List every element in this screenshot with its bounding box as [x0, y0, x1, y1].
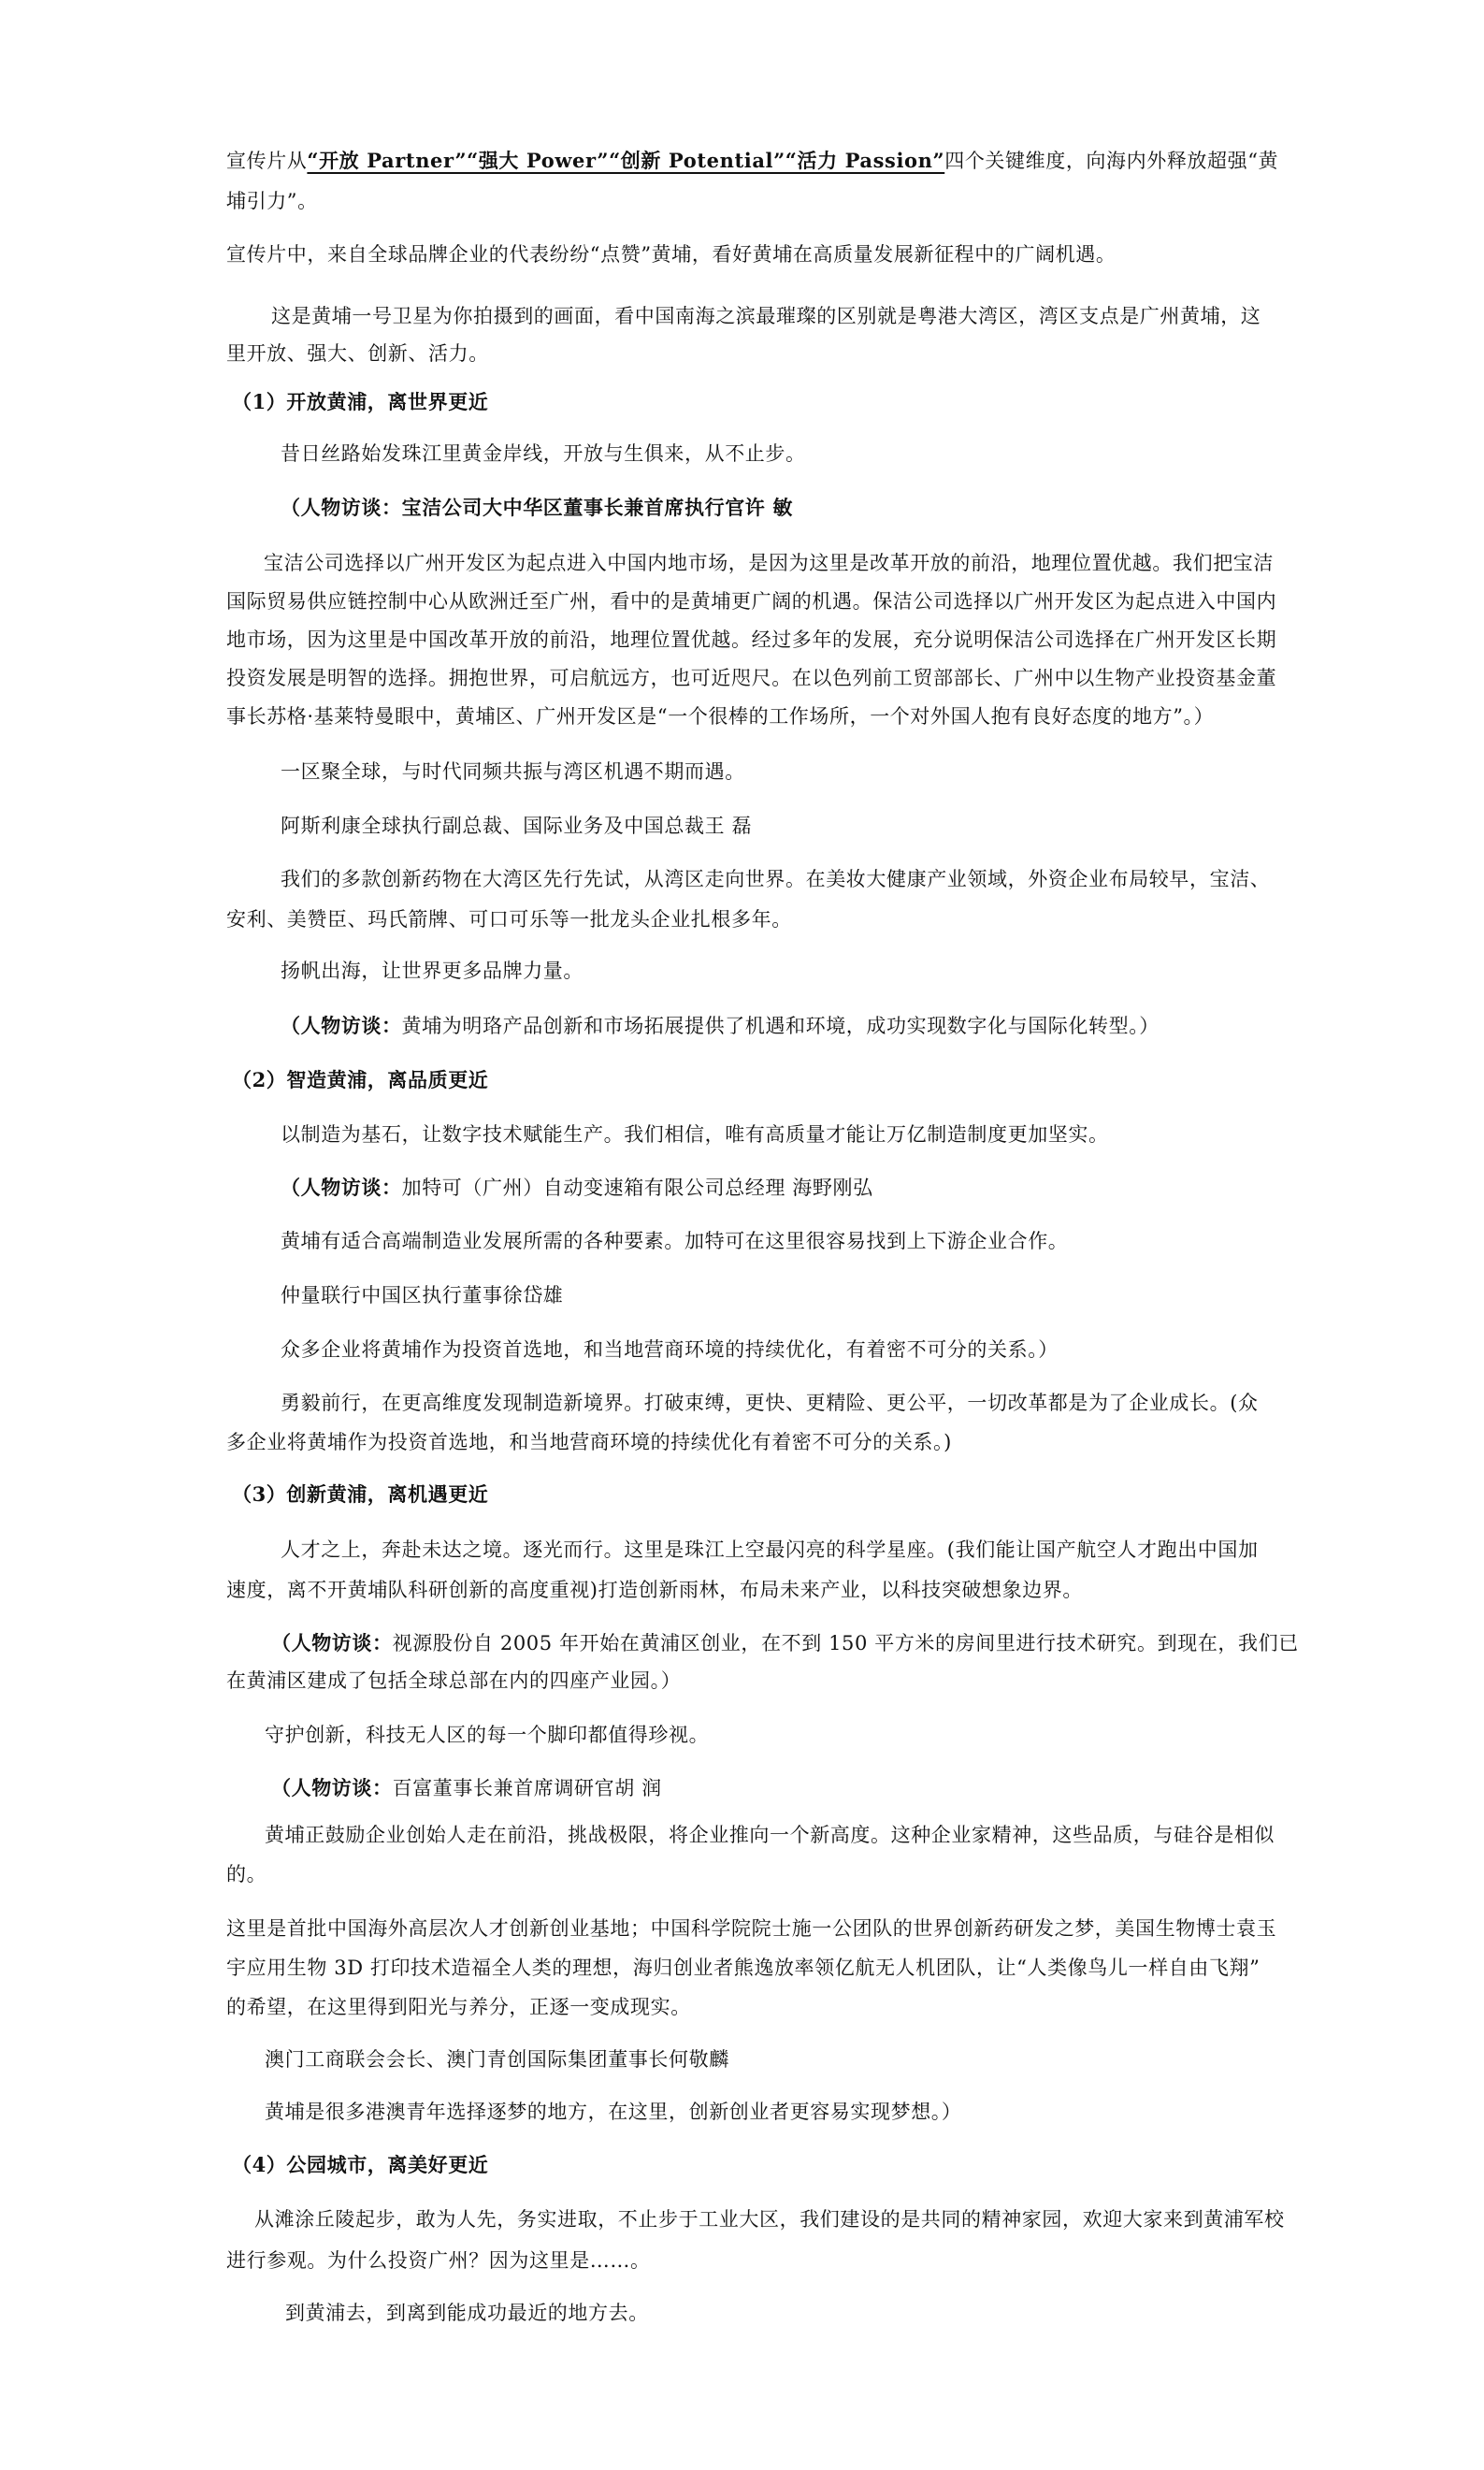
section-3-interview-1-line-2: 在黄浦区建成了包括全球总部在内的四座产业园。）	[226, 1669, 682, 1692]
section-1-paragraph-5-line-2: 安利、美赞臣、玛氏箭牌、可口可乐等一批龙头企业扎根多年。	[226, 908, 792, 931]
section-3-paragraph-4-line-3: 的希望，在这里得到阳光与养分，正逐一变成现实。	[226, 1996, 691, 2018]
section-1-paragraph-2-line-5: 事长苏格·基莱特曼眼中，黄埔区、广州开发区是“一个很棒的工作场所，一个对外国人抱有良好态度的地方”。）	[226, 705, 1215, 728]
section-3-interview-2	[271, 1775, 662, 1801]
section-1-paragraph-6: 扬帆出海，让世界更多品牌力量。	[281, 960, 584, 982]
section-1-paragraph-5-line-1: 我们的多款创新药物在大湾区先行先试，从湾区走向世界。在美妆大健康产业领域，外资企业布局较早，宝洁、	[281, 868, 1271, 890]
section-3-paragraph-1-line-1: 人才之上，奔赴未达之境。逐光而行。这里是珠江上空最闪亮的科学星座。(我们能让国产航空人才跑出中国加	[281, 1538, 1259, 1561]
section-2-paragraph-4: 众多企业将黄埔作为投资首选地，和当地营商环境的持续优化，有着密不可分的关系。）	[281, 1338, 1059, 1361]
interview-label: （人物访谈：	[281, 496, 402, 519]
section-1-paragraph-2-line-1: 宝洁公司选择以广州开发区为起点进入中国内地市场，是因为这里是改革开放的前沿，地理位置优越。我们把宝洁	[264, 552, 1274, 574]
intro-paragraph-line-1	[226, 148, 1278, 174]
section-4-paragraph-1-line-2: 进行参观。为什么投资广州？因为这里是……。	[226, 2249, 651, 2272]
section-4-heading: （4）公园城市，离美好更近	[232, 2153, 489, 2176]
interview-text: 百富董事长兼首席调研官胡 润	[392, 1777, 662, 1799]
interview-text: 加特可（广州）自动变速箱有限公司总经理 海野刚弘	[401, 1177, 873, 1199]
section-2-interview-1	[281, 1175, 873, 1201]
intro-paragraph-line-2: 埔引力”。	[226, 190, 318, 212]
section-2-paragraph-2: 黄埔有适合高端制造业发展所需的各种要素。加特可在这里很容易找到上下游企业合作。	[281, 1230, 1069, 1252]
section-3-paragraph-2: 守护创新，科技无人区的每一个脚印都值得珍视。	[265, 1724, 710, 1746]
section-2-paragraph-1: 以制造为基石，让数字技术赋能生产。我们相信，唯有高质量才能让万亿制造制度更加坚实。	[281, 1123, 1109, 1146]
section-3-paragraph-1-line-2: 速度，离不开黄埔队科研创新的高度重视)打造创新雨林，布局未来产业，以科技突破想象边界。	[226, 1579, 1083, 1601]
praise-paragraph: 宣传片中，来自全球品牌企业的代表纷纷“点赞”黄埔，看好黄埔在高质量发展新征程中的广阔机遇。	[226, 243, 1117, 266]
satellite-paragraph-line-2: 里开放、强大、创新、活力。	[226, 342, 489, 365]
section-3-heading: （3）创新黄浦，离机遇更近	[232, 1482, 489, 1506]
section-2-paragraph-3: 仲量联行中国区执行董事徐岱雄	[281, 1284, 564, 1307]
four-dimensions-underlined: “开放 Partner”“强大 Power”“创新 Potential”“活力 Passion”	[307, 149, 945, 172]
interview-label: （人物访谈：	[281, 1176, 402, 1199]
section-1-paragraph-3: 一区聚全球，与时代同频共振与湾区机遇不期而遇。	[281, 760, 745, 783]
satellite-paragraph-line-1: 这是黄埔一号卫星为你拍摄到的画面，看中国南海之滨最璀璨的区别就是粤港大湾区，湾区支点是广州黄埔，这	[271, 305, 1261, 327]
section-2-paragraph-5-line-1: 勇毅前行，在更高维度发现制造新境界。打破束缚，更快、更精险、更公平，一切改革都是为了企业成长。(众	[281, 1392, 1259, 1414]
section-1-interview-1	[281, 495, 793, 521]
section-3-paragraph-5: 澳门工商联会会长、澳门青创国际集团董事长何敬麟	[265, 2048, 729, 2071]
section-1-interview-2	[281, 1013, 1160, 1039]
interview-label: （人物访谈：	[271, 1776, 393, 1799]
interview-label: （人物访谈：	[281, 1014, 402, 1037]
section-2-heading: （2）智造黄浦，离品质更近	[232, 1068, 489, 1091]
intro-prefix: 宣传片从	[226, 150, 308, 172]
section-3-paragraph-4-line-1: 这里是首批中国海外高层次人才创新创业基地；中国科学院院士施一公团队的世界创新药研发之梦，美国生物博士袁玉	[226, 1917, 1277, 1940]
section-3-paragraph-3-line-2: 的。	[226, 1863, 267, 1885]
section-2-paragraph-5-line-2: 多企业将黄埔作为投资首选地，和当地营商环境的持续优化有着密不可分的关系。)	[226, 1431, 952, 1453]
section-1-paragraph-4: 阿斯利康全球执行副总裁、国际业务及中国总裁王 磊	[281, 815, 753, 837]
interview-text: 黄埔为明珞产品创新和市场拓展提供了机遇和环境，成功实现数字化与国际化转型。）	[401, 1015, 1160, 1037]
section-1-paragraph-2-line-4: 投资发展是明智的选择。拥抱世界，可启航远方，也可近咫尺。在以色列前工贸部部长、广州中以生物产业投资基金董	[226, 667, 1277, 689]
section-4-paragraph-1-line-1: 从滩涂丘陵起步，敢为人先，务实进取，不止步于工业大区，我们建设的是共同的精神家园，欢迎大家来到黄浦军校	[254, 2208, 1285, 2231]
section-4-paragraph-2: 到黄浦去，到离到能成功最近的地方去。	[285, 2302, 649, 2324]
section-1-paragraph-1: 昔日丝路始发珠江里黄金岸线，开放与生俱来，从不止步。	[281, 442, 806, 465]
interview-text: 宝洁公司大中华区董事长兼首席执行官许 敏	[401, 496, 793, 519]
intro-suffix: 四个关键维度，向海内外释放超强“黄	[944, 150, 1279, 172]
section-3-paragraph-6: 黄埔是很多港澳青年选择逐梦的地方，在这里，创新创业者更容易实现梦想。）	[265, 2101, 962, 2123]
section-3-interview-1-line-1	[271, 1630, 1299, 1656]
section-1-paragraph-2-line-3: 地市场，因为这里是中国改革开放的前沿，地理位置优越。经过多年的发展，充分说明保洁公司选择在广州开发区长期	[226, 628, 1277, 651]
section-3-paragraph-4-line-2: 宇应用生物 3D 打印技术造福全人类的理想，海归创业者熊逸放率领亿航无人机团队，让“人类像鸟儿一样自由飞翔”	[226, 1957, 1261, 1979]
section-1-heading: （1）开放黄浦，离世界更近	[232, 390, 489, 413]
interview-text: 视源股份自 2005 年开始在黄浦区创业，在不到 150 平方米的房间里进行技术研究。到现在，我们已	[392, 1632, 1299, 1654]
section-3-paragraph-3-line-1: 黄埔正鼓励企业创始人走在前沿，挑战极限，将企业推向一个新高度。这种企业家精神，这些品质，与硅谷是相似	[265, 1824, 1275, 1846]
section-1-paragraph-2-line-2: 国际贸易供应链控制中心从欧洲迁至广州，看中的是黄埔更广阔的机遇。保洁公司选择以广州开发区为起点进入中国内	[226, 590, 1277, 613]
interview-label: （人物访谈：	[271, 1631, 393, 1654]
